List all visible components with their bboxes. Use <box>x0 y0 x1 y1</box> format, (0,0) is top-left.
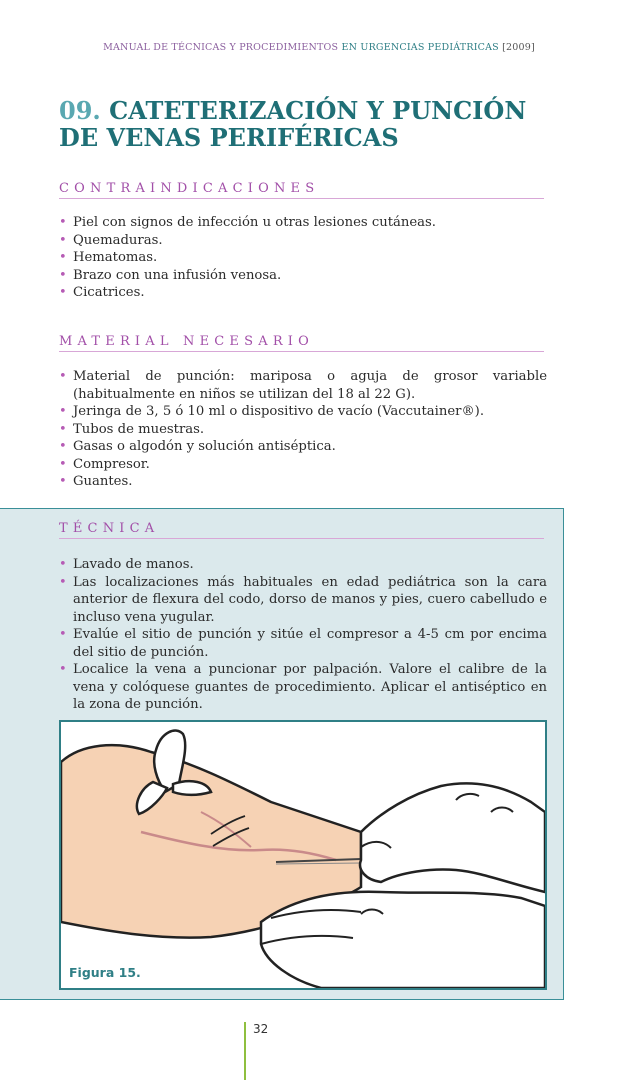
upper-hand <box>360 783 545 892</box>
list-item: • Compresor. <box>59 456 150 472</box>
list-item: • Evalúe el sitio de punción y sitúe el compresor a 4-5 cm por encima del sitio de punción. <box>59 627 547 660</box>
list-item: • Jeringa de 3, 5 ó 10 ml o dispositivo de vacío (Vaccutainer®). <box>59 404 485 419</box>
list-item: • Tubos de muestras. <box>59 421 205 437</box>
bullet-icon: • <box>59 557 67 572</box>
bullet-icon: • <box>59 439 67 454</box>
tecnica-list <box>59 556 547 714</box>
list-item: • Quemaduras. <box>59 232 163 248</box>
bullet-icon: • <box>59 456 67 472</box>
list-item: • Guantes. <box>59 474 133 489</box>
header-manual-title: MANUAL DE TÉCNICAS Y PROCEDIMIENTOS <box>103 42 339 53</box>
list-item: • Cicatrices. <box>59 285 145 300</box>
bullet-icon: • <box>59 250 67 265</box>
bullet-icon: • <box>59 474 67 489</box>
bullet-icon: • <box>59 574 67 590</box>
chapter-title-line2: DE VENAS PERIFÉRICAS <box>59 123 399 152</box>
bullet-icon: • <box>59 404 67 419</box>
tecnica-heading: TÉCNICA <box>59 521 544 539</box>
contraindicaciones-heading: CONTRAINDICACIONES <box>59 181 544 199</box>
list-item: • Gasas o algodón y solución antiséptica. <box>59 439 336 454</box>
material-heading: MATERIAL NECESARIO <box>59 334 544 352</box>
header-year: [2009] <box>502 42 535 53</box>
page-number: 32 <box>244 1022 268 1080</box>
bullet-icon: • <box>59 215 67 230</box>
list-item: • Las localizaciones más habituales en edad pediátrica son la cara anterior de flexura del codo, dorso de manos y pies, cuero cabelludo e incluso vena yugular. <box>59 574 547 625</box>
chapter-number: 09. <box>59 96 101 125</box>
bullet-icon: • <box>59 285 67 300</box>
bullet-icon: • <box>59 627 67 642</box>
bullet-icon: • <box>59 369 67 384</box>
list-item: • Brazo con una infusión venosa. <box>59 267 282 283</box>
chapter-title <box>59 97 579 151</box>
list-item: • Piel con signos de infección u otras lesiones cutáneas. <box>59 215 436 230</box>
bullet-icon: • <box>59 662 67 677</box>
chapter-title-line1: CATETERIZACIÓN Y PUNCIÓN <box>109 96 527 125</box>
list-item: • Lavado de manos. <box>59 557 194 572</box>
list-item: • Localice la vena a puncionar por palpación. Valore el calibre de la vena y colóquese guantes de procedimiento. Aplicar el antiséptico en la zona de punción. <box>59 662 547 712</box>
list-item: • Hematomas. <box>59 250 158 265</box>
list-item: • Material de punción: mariposa o aguja de grosor variable (habitualmente en niños se utilizan del 18 al 22 G). <box>59 369 547 402</box>
figure-frame <box>59 720 547 990</box>
bullet-icon: • <box>59 421 67 437</box>
material-list <box>59 368 547 491</box>
figure-caption: Figura 15. <box>69 965 141 980</box>
running-header <box>0 42 638 53</box>
bullet-icon: • <box>59 267 67 283</box>
contraindicaciones-list <box>59 214 547 302</box>
header-subtitle: EN URGENCIAS PEDIÁTRICAS <box>341 42 499 53</box>
lower-hand <box>261 892 545 988</box>
venipuncture-illustration <box>61 722 545 988</box>
bullet-icon: • <box>59 232 67 248</box>
